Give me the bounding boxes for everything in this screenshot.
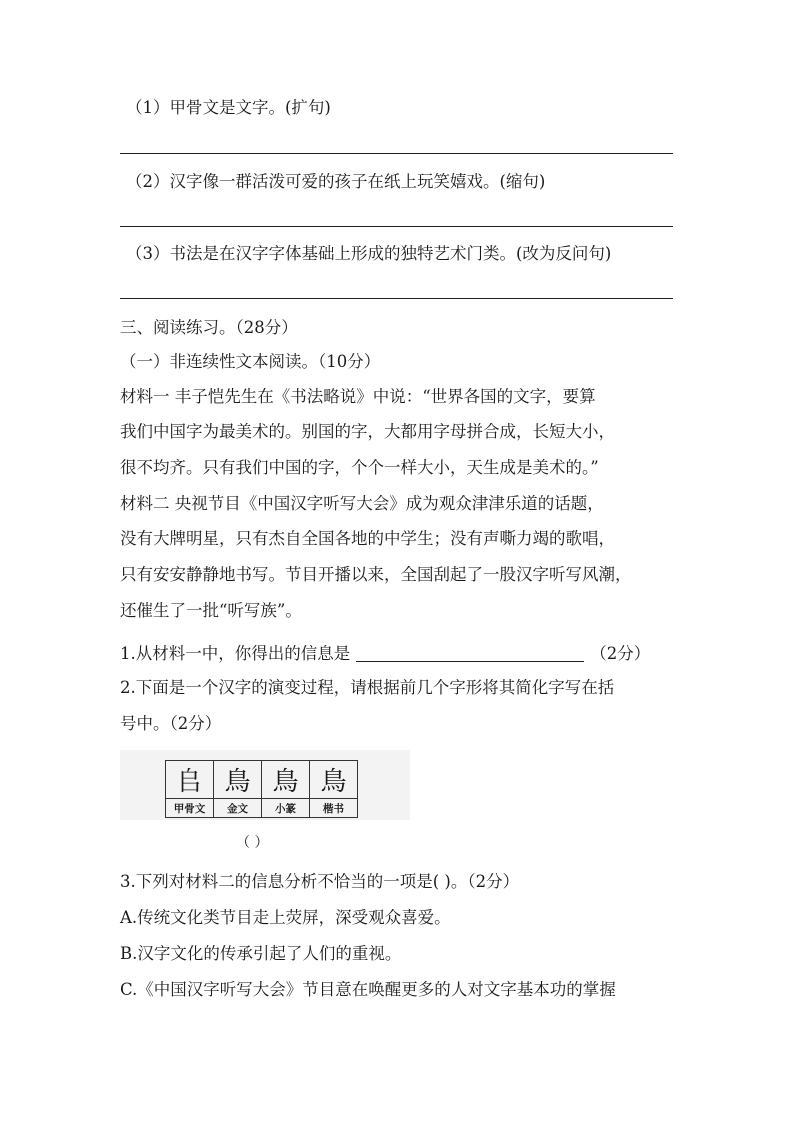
answer-parentheses[interactable]: （ ） [236, 835, 269, 851]
material1-line2: 我们中国字为最美术的。别国的字，大都用字母拼合成，长短大小， [120, 422, 615, 441]
question-q1: （1）甲骨文是文字。(扩句) [126, 98, 331, 117]
question-q3: （3）书法是在汉字字体基础上形成的独特艺术门类。(改为反问句) [126, 244, 612, 263]
material2-line3: 只有安安静静地书写。节目开播以来，全国刮起了一股汉字听写风潮， [120, 565, 632, 584]
item3: 3.下列对材料二的信息分析不恰当的一项是( )。（2分） [120, 872, 520, 891]
glyph-small-seal: 鳥 [262, 761, 310, 799]
material2-line1: 材料二 央视节目《中国汉字听写大会》成为观众津津乐道的话题， [120, 494, 604, 513]
subsection-heading: （一）非连续性文本阅读。（10分） [120, 352, 381, 371]
glyph-regular: 鳥 [310, 761, 358, 799]
label-bronze: 金文 [214, 799, 262, 818]
character-evolution-table [165, 760, 358, 818]
question-q2: （2）汉字像一群活泼可爱的孩子在纸上玩笑嬉戏。(缩句) [126, 172, 546, 191]
item1-blank[interactable] [356, 645, 584, 662]
label-small-seal: 小篆 [262, 799, 310, 818]
option-a[interactable]: A.传统文化类节目走上荧屏，深受观众喜爱。 [120, 908, 451, 927]
glyph-oracle-bone: 𠂤 [166, 761, 214, 799]
answer-line-2[interactable] [120, 226, 673, 227]
material1-line1: 材料一 丰子恺先生在《书法略说》中说：“世界各国的文字，要算 [120, 387, 596, 406]
option-b[interactable]: B.汉字文化的传承引起了人们的重视。 [120, 944, 402, 963]
glyph-bronze: 鳥 [214, 761, 262, 799]
option-c[interactable]: C.《中国汉字听写大会》节目意在唤醒更多的人对文字基本功的掌握 [120, 980, 616, 999]
section-heading: 三、阅读练习。（28分） [120, 318, 298, 337]
item2-line2: 号中。（2分） [120, 714, 222, 733]
item1-score: （2分） [590, 644, 651, 663]
item1 [120, 645, 650, 663]
answer-line-3[interactable] [120, 298, 673, 299]
material2-line4: 还催生了一批“听写族”。 [120, 601, 302, 620]
item1-prompt: 1.从材料一中，你得出的信息是 [120, 644, 351, 663]
answer-line-1[interactable] [120, 153, 673, 154]
label-regular: 楷书 [310, 799, 358, 818]
label-oracle-bone: 甲骨文 [166, 799, 214, 818]
material2-line2: 没有大牌明星，只有杰自全国各地的中学生；没有声嘶力竭的歌唱， [120, 529, 615, 548]
material1-line3: 很不均齐。只有我们中国的字，个个一样大小，天生成是美术的。” [120, 458, 599, 477]
item2-line1: 2.下面是一个汉字的演变过程，请根据前几个字形将其简化字写在括 [120, 678, 615, 697]
